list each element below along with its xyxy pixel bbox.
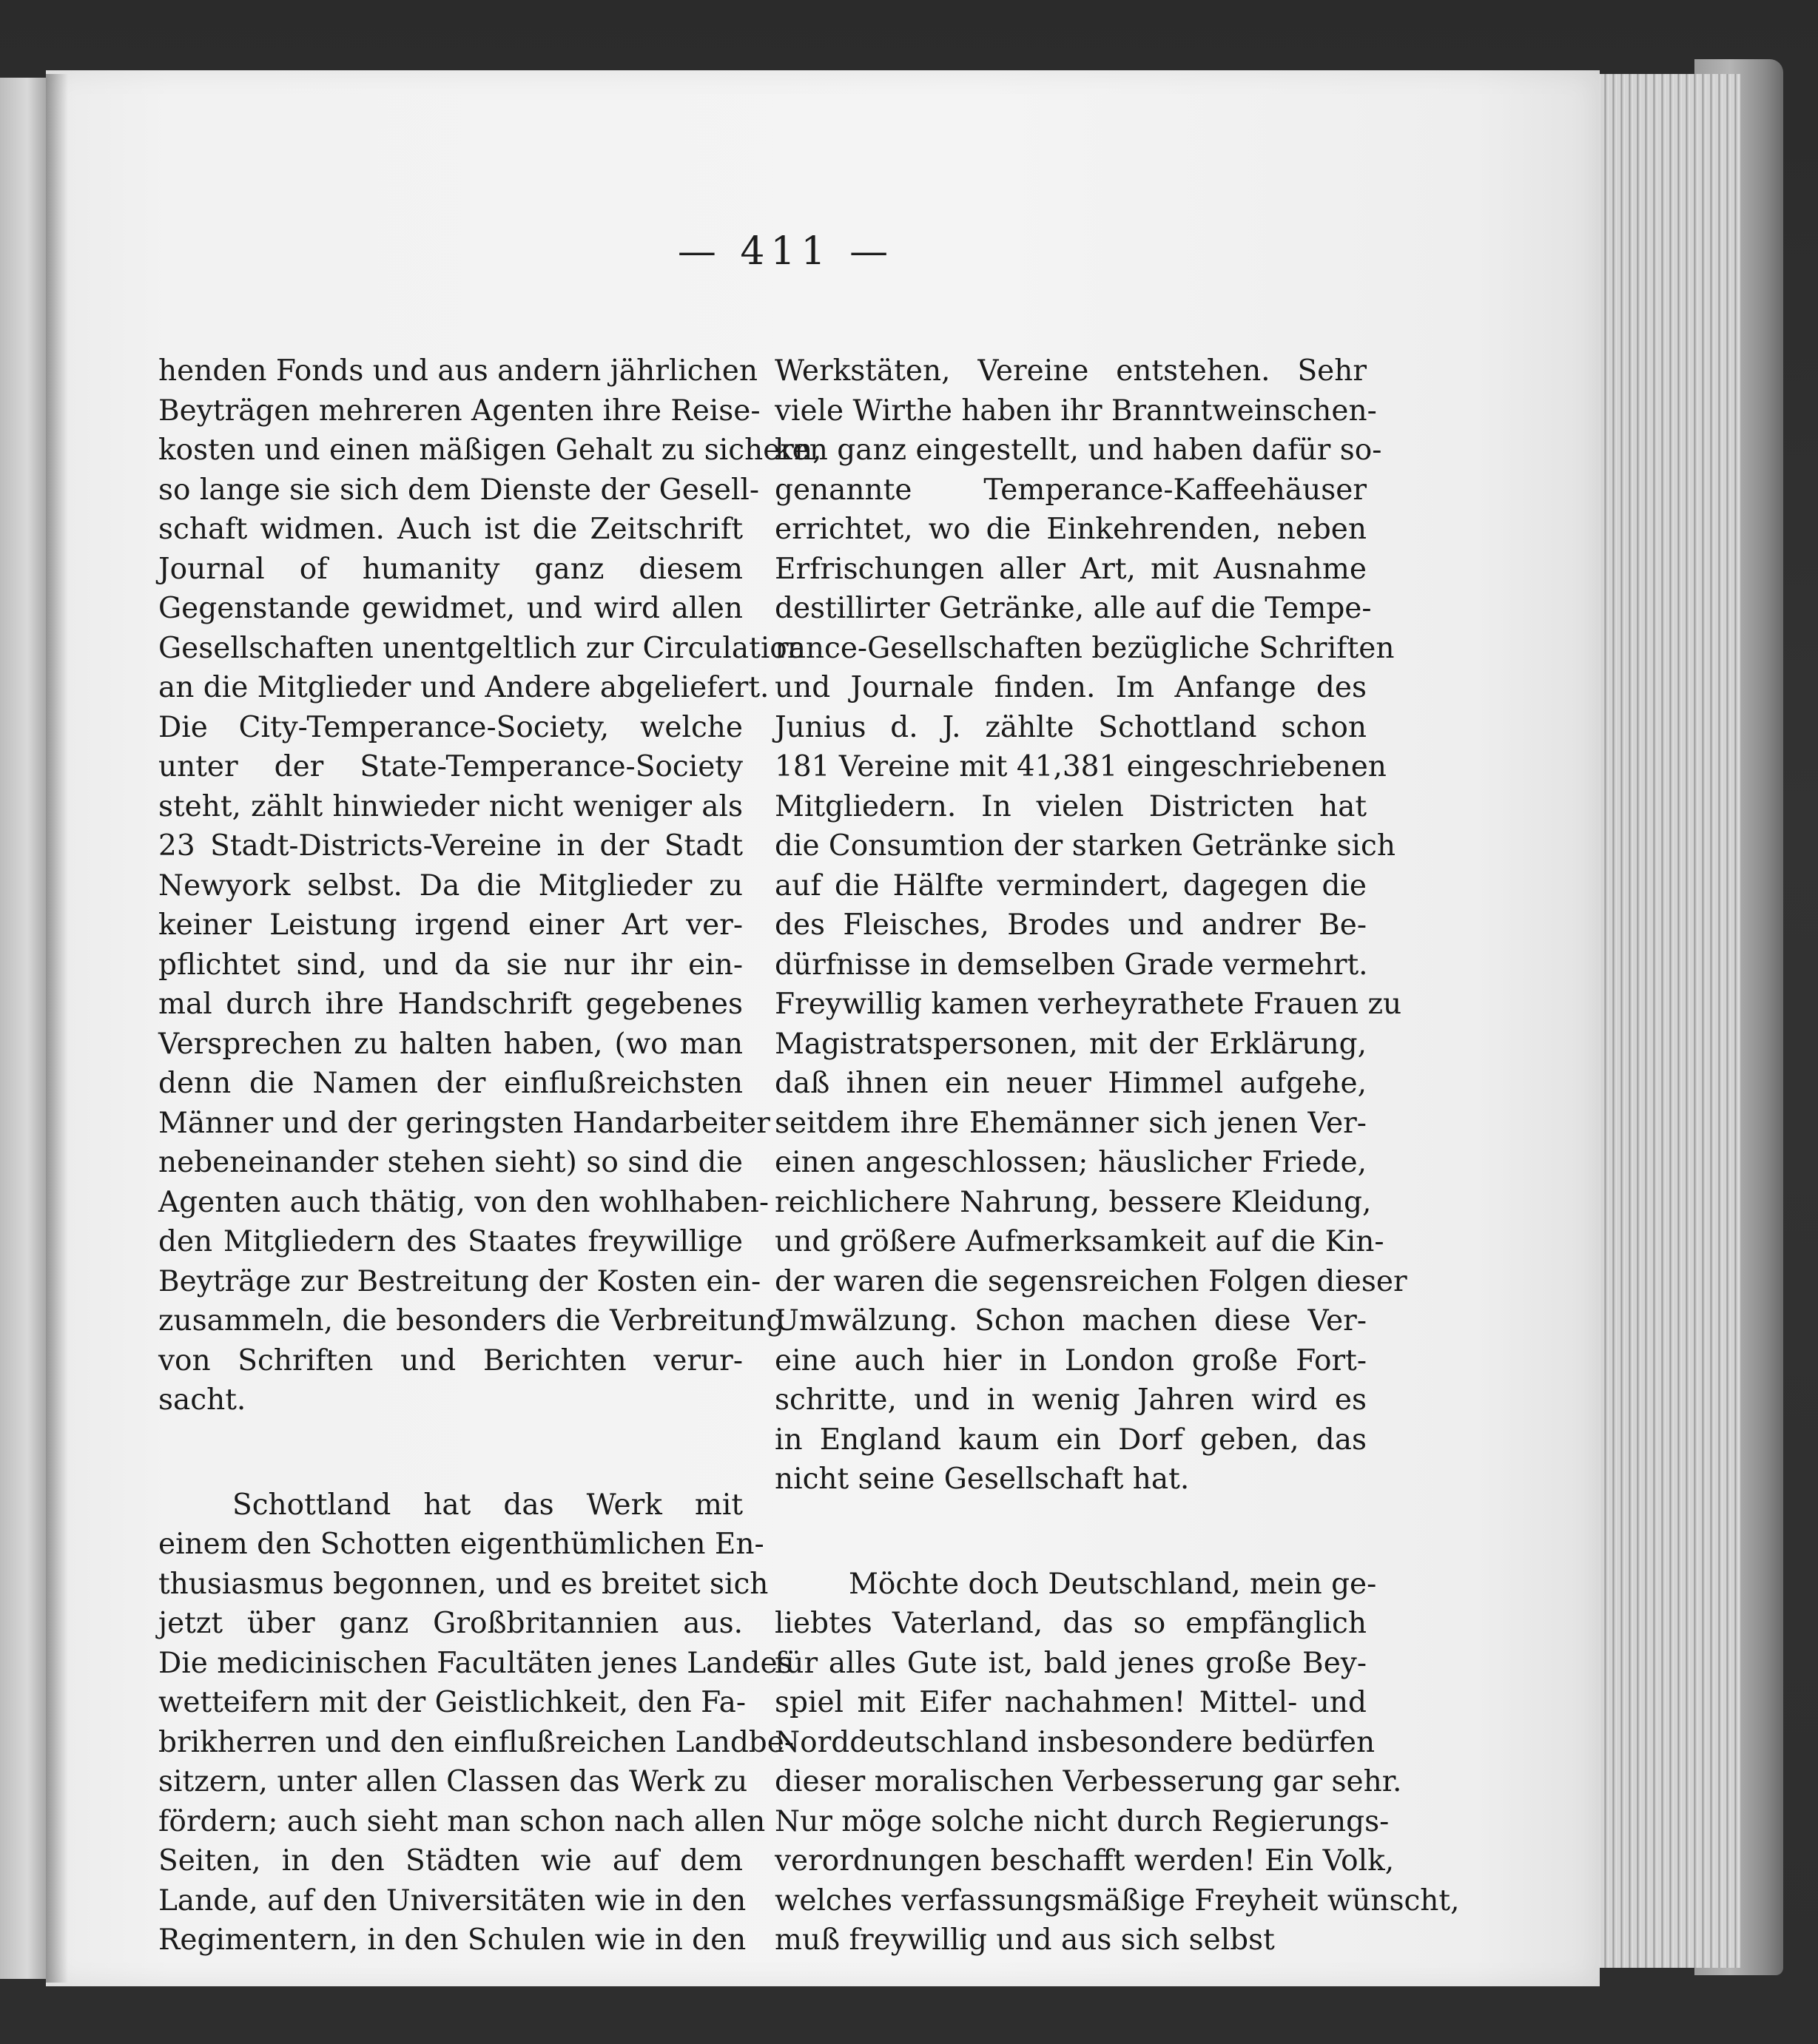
left-paragraph-2: [158, 1485, 795, 1960]
text-line: den Mitgliedern des Staates freywillige: [158, 1225, 743, 1258]
book-page: [46, 70, 1600, 1986]
text-line: jetzt über ganz Großbritannien aus.: [158, 1607, 743, 1640]
text-line: Die medicinischen Facultäten jenes Landes: [158, 1646, 792, 1680]
text-line: für alles Gute ist, bald jenes große Bey-: [775, 1646, 1367, 1680]
right-paragraph-1: [775, 351, 1407, 1500]
text-line: Umwälzung. Schon machen diese Ver-: [775, 1304, 1367, 1338]
text-line: Nur möge solche nicht durch Regierungs-: [775, 1804, 1390, 1838]
text-line: Beyträge zur Bestreitung der Kosten ein-: [158, 1264, 761, 1298]
text-line: und Journale finden. Im Anfange des: [775, 671, 1367, 704]
text-line: Mitgliedern. In vielen Districten hat: [775, 789, 1367, 823]
text-line: pflichtet sind, und da sie nur ihr ein-: [158, 948, 743, 982]
text-line: 181 Vereine mit 41,381 eingeschriebenen: [775, 750, 1387, 783]
text-line: brikherren und den einflußreichen Landbe-: [158, 1725, 795, 1759]
right-text-column: [775, 351, 1460, 1960]
text-line: die Consumtion der starken Getränke sich: [775, 829, 1396, 863]
text-line: eine auch hier in London große Fort-: [775, 1343, 1367, 1377]
text-line: Die City-Temperance-Society, welche: [158, 710, 743, 744]
text-line: Gesellschaften unentgeltlich zur Circulation: [158, 631, 806, 665]
text-line: genannte Temperance-Kaffeehäuser: [775, 473, 1367, 507]
text-line: henden Fonds und aus andern jährlichen: [158, 354, 758, 388]
text-line: Newyork selbst. Da die Mitglieder zu: [158, 868, 743, 903]
text-line: sacht.: [158, 1383, 246, 1417]
text-line: Regimentern, in den Schulen wie in den: [158, 1923, 747, 1957]
text-line: in England kaum ein Dorf geben, das: [775, 1423, 1367, 1457]
text-line: Agenten auch thätig, von den wohlhaben-: [158, 1185, 770, 1219]
text-line: ken ganz eingestellt, und haben dafür so-: [775, 434, 1382, 467]
text-line: Möchte doch Deutschland, mein ge-: [849, 1567, 1377, 1601]
text-line: dürfnisse in demselben Grade vermehrt.: [775, 948, 1368, 982]
text-line: muß freywillig und aus sich selbst: [775, 1923, 1275, 1957]
binding-shadow: [46, 74, 68, 1983]
text-line: destillirter Getränke, alle auf die Tempe-: [775, 592, 1372, 625]
text-line: von Schriften und Berichten verur-: [158, 1343, 743, 1377]
text-line: so lange sie sich dem Dienste der Gesell-: [158, 473, 760, 507]
text-line: errichtet, wo die Einkehrenden, neben: [775, 513, 1367, 546]
text-line: sitzern, unter allen Classen das Werk zu: [158, 1765, 748, 1798]
text-line: daß ihnen ein neuer Himmel aufgehe,: [775, 1067, 1367, 1100]
text-line: Erfrischungen aller Art, mit Ausnahme: [775, 552, 1367, 586]
text-line: thusiasmus begonnen, und es breitet sich: [158, 1567, 769, 1601]
text-line: schaft widmen. Auch ist die Zeitschrift: [158, 513, 743, 546]
left-text-column: [158, 351, 822, 1960]
text-line: mal durch ihre Handschrift gegebenes: [158, 988, 743, 1021]
text-line: nicht seine Gesellschaft hat.: [775, 1463, 1190, 1496]
text-line: Freywillig kamen verheyrathete Frauen zu: [775, 988, 1402, 1021]
text-line: einen angeschlossen; häuslicher Friede,: [775, 1146, 1367, 1179]
text-line: steht, zählt hinwieder nicht weniger als: [158, 789, 743, 823]
text-line: viele Wirthe haben ihr Branntweinschen-: [775, 394, 1377, 428]
text-line: rance-Gesellschaften bezügliche Schriften: [775, 631, 1395, 665]
text-line: zusammeln, die besonders die Verbreitung: [158, 1304, 785, 1338]
text-line: Gegenstande gewidmet, und wird allen: [158, 592, 743, 625]
text-line: kosten und einen mäßigen Gehalt zu sichern,: [158, 434, 822, 467]
text-line: spiel mit Eifer nachahmen! Mittel- und: [775, 1686, 1367, 1719]
text-line: Männer und der geringsten Handarbeiter: [158, 1106, 770, 1140]
text-line: Magistratspersonen, mit der Erklärung,: [775, 1027, 1367, 1061]
text-line: denn die Namen der einflußreichsten: [158, 1067, 743, 1100]
text-line: keiner Leistung irgend einer Art ver-: [158, 908, 743, 942]
text-line: Norddeutschland insbesondere bedürfen: [775, 1725, 1376, 1759]
text-line: Beyträgen mehreren Agenten ihre Reise-: [158, 394, 761, 428]
text-line: welches verfassungsmäßige Freyheit wünscht,: [775, 1883, 1460, 1917]
text-line: des Fleisches, Brodes und andrer Be-: [775, 908, 1367, 942]
page-number: — 411 —: [677, 229, 895, 274]
text-line: Werkstäten, Vereine entstehen. Sehr: [775, 354, 1367, 388]
text-line: unter der State-Temperance-Society: [158, 750, 743, 783]
text-line: seitdem ihre Ehemänner sich jenen Ver-: [775, 1106, 1367, 1140]
text-line: an die Mitglieder und Andere abgeliefert.: [158, 671, 770, 704]
text-line: verordnungen beschafft werden! Ein Volk,: [775, 1844, 1395, 1878]
text-line: Schottland hat das Werk mit: [232, 1488, 743, 1522]
text-line: schritte, und in wenig Jahren wird es: [775, 1383, 1367, 1417]
text-line: liebtes Vaterland, das so empfänglich: [775, 1607, 1367, 1640]
right-paragraph-2: [775, 1565, 1460, 1960]
left-paragraph-1: [158, 351, 822, 1420]
text-line: 23 Stadt-Districts-Vereine in der Stadt: [158, 829, 743, 863]
text-line: Versprechen zu halten haben, (wo man: [158, 1027, 743, 1061]
paragraph-gap: [158, 1420, 743, 1485]
text-line: und größere Aufmerksamkeit auf die Kin-: [775, 1225, 1384, 1258]
text-line: Seiten, in den Städten wie auf dem: [158, 1844, 743, 1878]
facing-page-edge: [0, 78, 47, 1979]
text-line: reichlichere Nahrung, bessere Kleidung,: [775, 1185, 1372, 1219]
text-line: Junius d. J. zählte Schottland schon: [775, 710, 1367, 744]
paragraph-gap: [775, 1500, 1367, 1565]
text-line: Lande, auf den Universitäten wie in den: [158, 1883, 747, 1917]
text-line: auf die Hälfte vermindert, dagegen die: [775, 868, 1367, 903]
text-line: einem den Schotten eigenthümlichen En-: [158, 1528, 764, 1561]
text-line: nebeneinander stehen sieht) so sind die: [158, 1146, 743, 1179]
text-line: Journal of humanity ganz diesem: [158, 552, 743, 586]
text-line: fördern; auch sieht man schon nach allen: [158, 1804, 766, 1838]
text-line: dieser moralischen Verbesserung gar sehr.: [775, 1765, 1402, 1798]
stacked-page-edges: [1591, 74, 1740, 1968]
text-line: wetteifern mit der Geistlichkeit, den Fa-: [158, 1686, 746, 1719]
text-line: der waren die segensreichen Folgen dieser: [775, 1264, 1407, 1298]
